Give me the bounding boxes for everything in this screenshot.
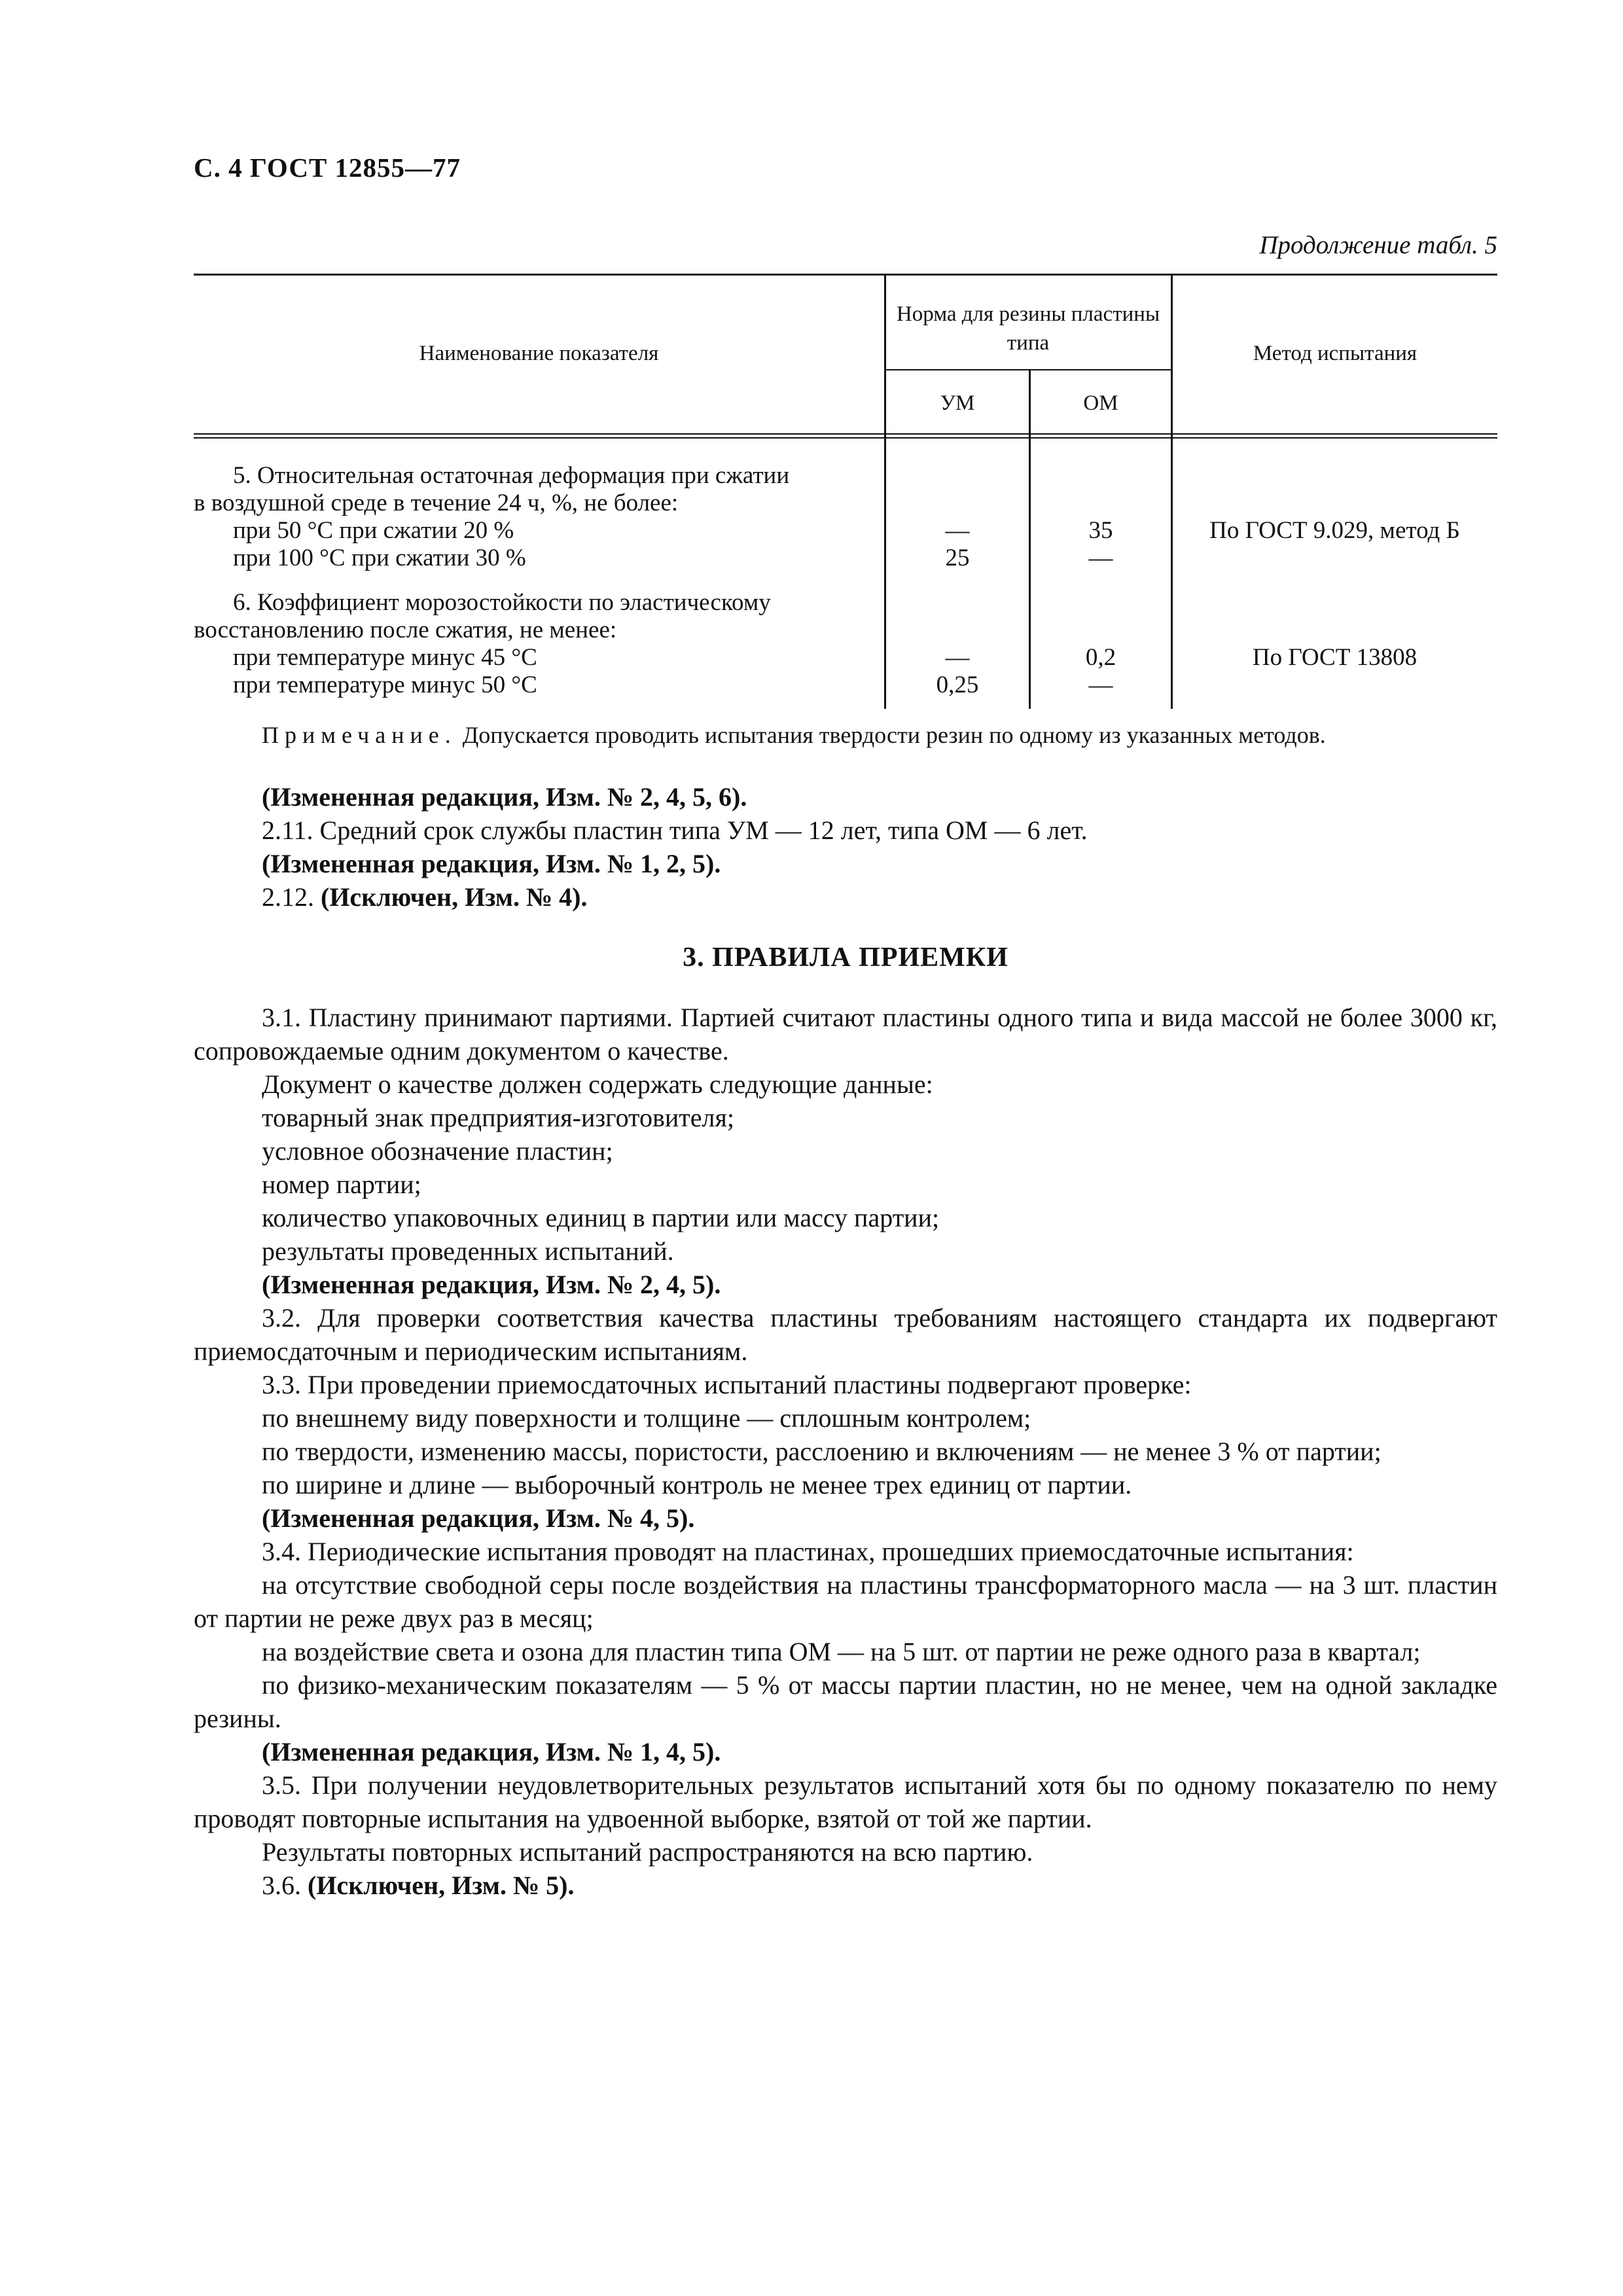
table-header-rule-a xyxy=(194,433,1497,435)
paragraph-3-4: 3.4. Периодические испытания проводят на пластинах, прошедших приемосдаточные испытания: xyxy=(262,1537,1354,1566)
excluded-note: (Исключен, Изм. № 5). xyxy=(308,1871,575,1900)
row6-sub2: при температуре минус 50 °С xyxy=(233,672,537,698)
list-item: товарный знак предприятия-изготовителя; xyxy=(262,1103,734,1132)
note-label: Примечание. xyxy=(262,722,457,748)
paragraph-3-5: 3.5. При получении неудовлетворительных результатов испытаний хотя бы по одному показателю по нему проводят повторные испытания на удвоенной выборке, взятой от той же партии. xyxy=(194,1770,1497,1833)
list-item: условное обозначение пластин; xyxy=(262,1136,613,1166)
amendment-note: (Измененная редакция, Изм. № 1, 4, 5). xyxy=(262,1737,721,1767)
paragraph-document: Документ о качестве должен содержать следующие данные: xyxy=(262,1069,933,1099)
list-item: результаты проведенных испытаний. xyxy=(262,1236,674,1266)
row6-om-2: — xyxy=(1088,672,1113,698)
table-row-5-name xyxy=(194,462,891,572)
list-item: по физико-механическим показателям — 5 % от массы партии пластин, но не менее, чем на одной закладке резины. xyxy=(194,1670,1497,1733)
list-item: номер партии; xyxy=(262,1170,421,1199)
page-header: С. 4 ГОСТ 12855—77 xyxy=(194,152,461,183)
paragraph-number: 2.12. xyxy=(262,882,321,912)
row6-sub1: при температуре минус 45 °С xyxy=(233,644,537,671)
note-text: Допускается проводить испытания твердости резин по одному из указанных методов. xyxy=(456,722,1326,748)
header-method: Метод испытания xyxy=(1253,342,1418,365)
list-item: по твердости, изменению массы, пористости, расслоению и включениям — не менее 3 % от партии; xyxy=(262,1437,1382,1466)
paragraph-3-2: 3.2. Для проверки соответствия качества пластины требованиям настоящего стандарта их подвергают приемосдаточным и периодическим испытаниям. xyxy=(194,1303,1497,1366)
row5-title-line2: в воздушной среде в течение 24 ч, %, не более: xyxy=(194,490,679,516)
list-item: по ширине и длине — выборочный контроль не менее трех единиц от партии. xyxy=(262,1470,1132,1499)
row6-title-line1: 6. Коэффициент морозостойкости по эластическому xyxy=(233,589,771,616)
row5-om-2: — xyxy=(1088,545,1113,571)
document-page xyxy=(194,0,1497,2296)
row6-method: По ГОСТ 13808 xyxy=(1252,644,1418,671)
header-norm: Норма для резины пластины типа xyxy=(896,302,1160,355)
list-item: на отсутствие свободной серы после воздействия на пластины трансформаторного масла — на 3 шт. пластин от партии не реже двух раз в месяц; xyxy=(194,1570,1497,1633)
amendment-note: (Измененная редакция, Изм. № 1, 2, 5). xyxy=(262,849,721,878)
row6-title-line2: восстановлению после сжатия, не менее: xyxy=(194,617,617,643)
header-om: ОМ xyxy=(1083,391,1118,415)
table-note xyxy=(262,721,1326,749)
paragraph-2-11: 2.11. Средний срок службы пластин типа УМ — 12 лет, типа ОМ — 6 лет. xyxy=(262,816,1088,845)
properties-table xyxy=(194,274,1497,709)
row5-um-1: — xyxy=(945,517,970,544)
paragraph-3-1: 3.1. Пластину принимают партиями. Партией считают пластины одного типа и вида массой не более 3000 кг, сопровождаемые одним документом о качестве. xyxy=(194,1003,1497,1066)
row6-um-2: 0,25 xyxy=(936,672,979,698)
header-um: УМ xyxy=(940,391,975,415)
paragraph-number: 3.6. xyxy=(262,1871,308,1900)
table-header-rule-b xyxy=(194,437,1497,439)
list-item: количество упаковочных единиц в партии или массу партии; xyxy=(262,1203,940,1232)
paragraph-2-12 xyxy=(194,880,1497,914)
amendment-note: (Измененная редакция, Изм. № 4, 5). xyxy=(262,1503,695,1533)
list-item: по внешнему виду поверхности и толщине — сплошным контролем; xyxy=(262,1403,1031,1433)
row5-sub1: при 50 °С при сжатии 20 % xyxy=(233,517,514,544)
paragraph-3-6 xyxy=(194,1869,1497,1902)
paragraph-3-3: 3.3. При проведении приемосдаточных испытаний пластины подвергают проверке: xyxy=(262,1370,1192,1399)
row5-um-2: 25 xyxy=(945,545,970,571)
table-continuation-label: Продолжение табл. 5 xyxy=(1259,231,1497,259)
table-top-rule xyxy=(194,274,1497,276)
amendment-note: (Измененная редакция, Изм. № 2, 4, 5). xyxy=(262,1270,721,1299)
section-title: 3. ПРАВИЛА ПРИЕМКИ xyxy=(683,942,1008,973)
document-body xyxy=(194,780,1497,1902)
header-indicator-name: Наименование показателя xyxy=(419,342,659,365)
list-item: на воздействие света и озона для пластин типа ОМ — на 5 шт. от партии не реже одного раза в квартал; xyxy=(262,1637,1421,1666)
table-row-6-name xyxy=(194,589,891,699)
excluded-note: (Исключен, Изм. № 4). xyxy=(321,882,588,912)
row5-title-line1: 5. Относительная остаточная деформация при сжатии xyxy=(233,462,790,489)
row5-sub2: при 100 °С при сжатии 30 % xyxy=(233,545,526,571)
paragraph-3-5-b: Результаты повторных испытаний распространяются на всю партию. xyxy=(262,1837,1033,1867)
row6-om-1: 0,2 xyxy=(1085,644,1116,671)
row5-method: По ГОСТ 9.029, метод Б xyxy=(1209,517,1460,544)
amendment-note: (Измененная редакция, Изм. № 2, 4, 5, 6). xyxy=(262,782,747,812)
row5-om-1: 35 xyxy=(1088,517,1113,544)
row6-um-1: — xyxy=(945,644,970,671)
